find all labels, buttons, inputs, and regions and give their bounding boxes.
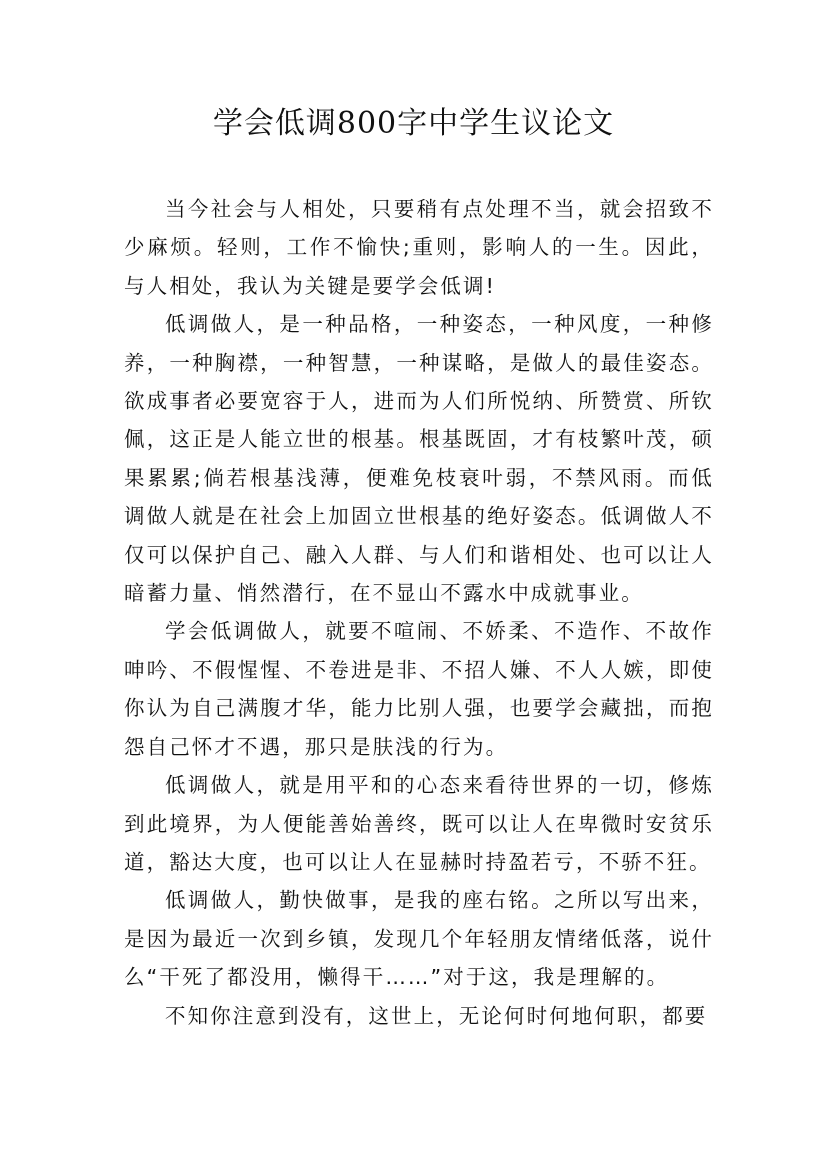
paragraph: 低调做人，是一种品格，一种姿态，一种风度，一种修养，一种胸襟，一种智慧，一种谋略，是做人的最佳姿态。欲成事者必要宽容于人，进而为人们所悦纳、所赞赏、所钦佩，这正是人能立世的根基。根基既固，才有枝繁叶茂，硕果累累;倘若根基浅薄，便难免枝衰叶弱，不禁风雨。而低调做人就是在社会上加固立世根基的绝好姿态。低调做人不仅可以保护自己、融入人群、与人们和谐相处、也可以让人暗蓄力量、悄然潜行，在不显山不露水中成就事业。 xyxy=(124,312,714,606)
paragraph: 学会低调做人，就要不喧闹、不娇柔、不造作、不故作呻吟、不假惺惺、不卷进是非、不招人嫌、不人人嫉，即使你认为自己满腹才华，能力比别人强，也要学会藏拙，而抱怨自己怀才不遇，那只是肤浅的行为。 xyxy=(124,619,714,759)
document-body xyxy=(124,190,714,1035)
document-title: 学会低调800字中学生议论文 xyxy=(212,106,615,141)
paragraph: 当今社会与人相处，只要稍有点处理不当，就会招致不少麻烦。轻则，工作不愉快;重则，影响人的一生。因此，与人相处，我认为关键是要学会低调! xyxy=(124,197,714,298)
paragraph: 低调做人，勤快做事，是我的座右铭。之所以写出来，是因为最近一次到乡镇，发现几个年轻朋友情绪低落，说什么“干死了都没用，懒得干……”对于这，我是理解的。 xyxy=(124,888,714,990)
paragraph: 低调做人，就是用平和的心态来看待世界的一切，修炼到此境界，为人便能善始善终，既可以让人在卑微时安贫乐道，豁达大度，也可以让人在显赫时持盈若亏，不骄不狂。 xyxy=(124,773,714,874)
paragraph: 不知你注意到没有，这世上，无论何时何地何职，都要 xyxy=(165,1003,708,1028)
